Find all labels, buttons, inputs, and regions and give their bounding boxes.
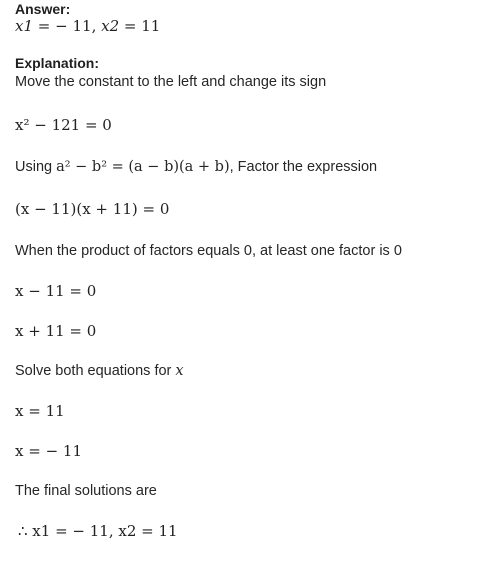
difference-of-squares-identity: a² − b² = (a − b)(a + b) [56,159,230,175]
step-equation-factor-2: x + 11 = 0 [15,322,97,340]
step-move-constant: Move the constant to the left and change its sign [15,74,327,90]
x1-label: x1 [15,17,34,35]
step-equation-factored: (x − 11)(x + 11) = 0 [15,200,170,218]
x2-label: x2 [101,17,120,35]
step-equation-factor-1: x − 11 = 0 [15,282,97,300]
answer-result: x1 = − 11, x2 = 11 [15,17,161,35]
step-solution-2: x = − 11 [15,442,82,460]
step-factor-suffix: , Factor the expression [229,159,378,175]
step-solve-both [15,362,184,380]
step-solve-prefix: Solve both equations for [15,363,176,379]
step-solution-1: x = 11 [15,402,65,420]
step-factor-identity [15,158,377,176]
x1-value: − 11 [55,17,92,35]
step-factor-prefix: Using [15,159,57,175]
answer-heading: Answer: [15,1,71,17]
x2-value: 11 [141,17,161,35]
step-zero-product: When the product of factors equals 0, at least one factor is 0 [15,243,402,259]
step-final-intro: The final solutions are [15,483,157,499]
step-final-solutions: ∴ x1 = − 11, x2 = 11 [18,522,178,540]
explanation-heading: Explanation: [15,55,100,71]
solve-variable: x [175,363,184,379]
step-equation-quadratic: x² − 121 = 0 [15,116,112,134]
